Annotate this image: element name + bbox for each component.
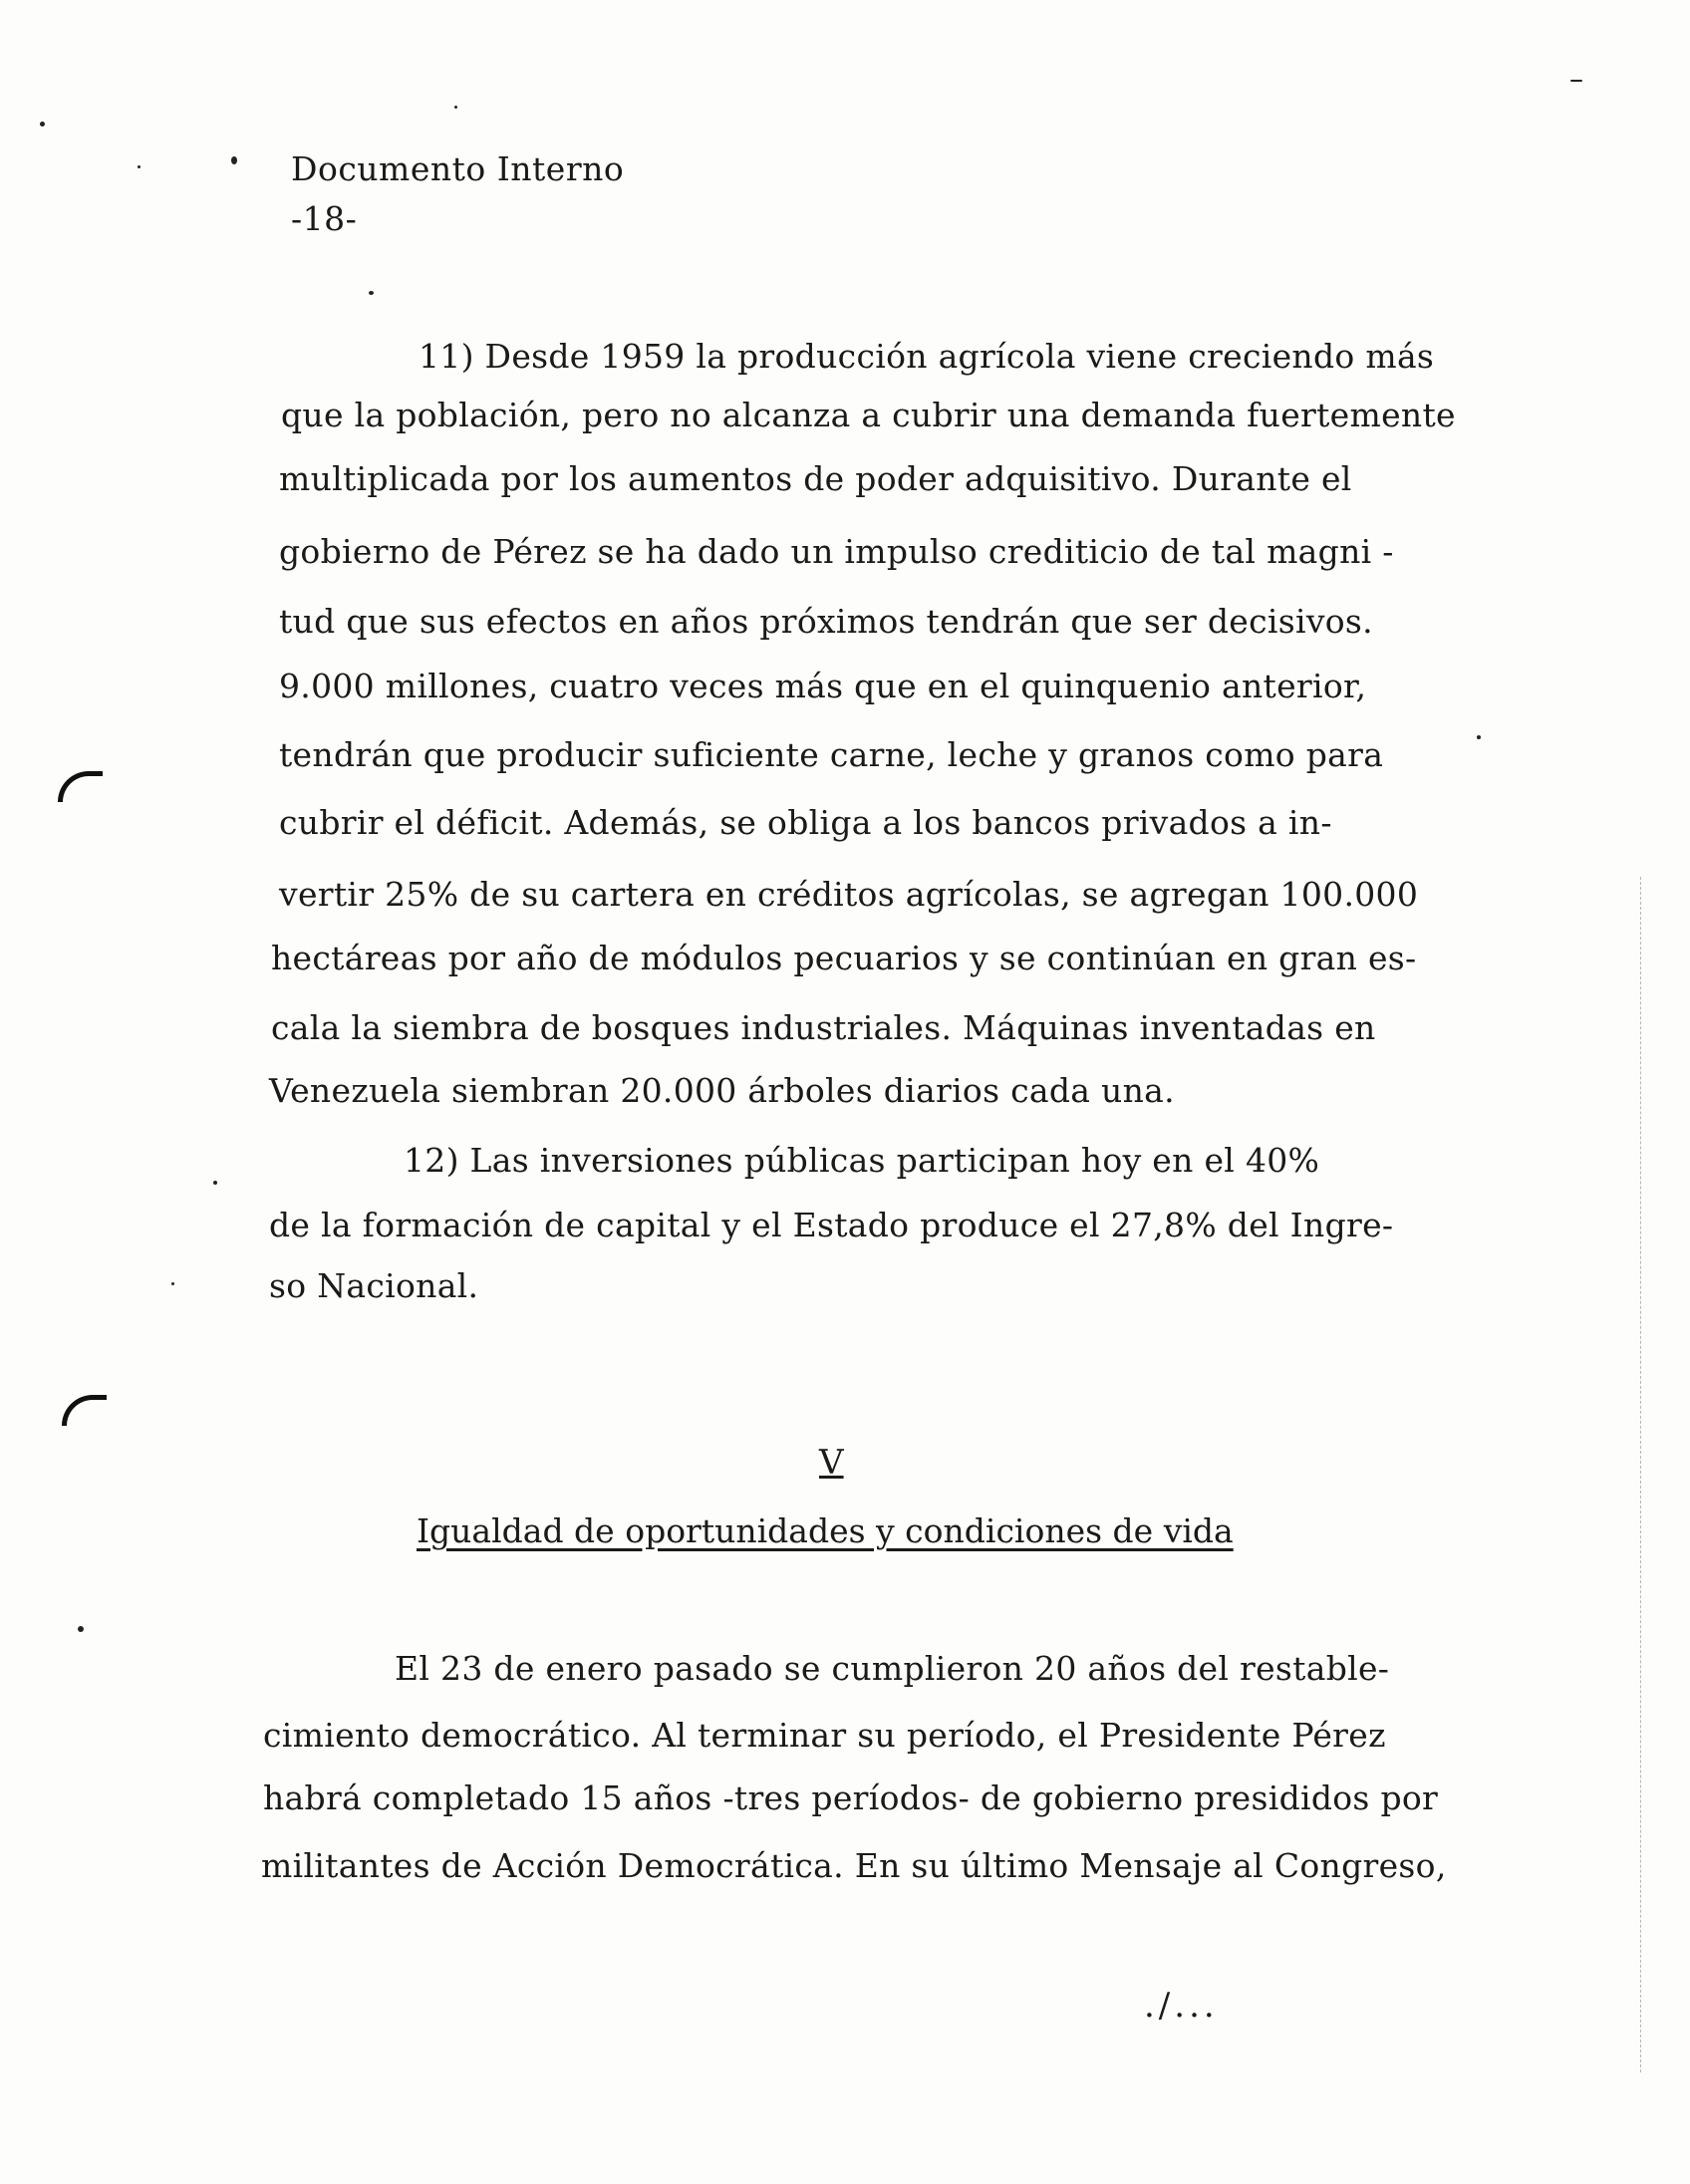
scan-speck [1477, 735, 1481, 739]
paragraph-line: El 23 de enero pasado se cumplieron 20 años del restable- [395, 1649, 1390, 1688]
paragraph-line: cimiento democrático. Al terminar su período, el Presidente Pérez [263, 1716, 1386, 1755]
scan-speck [1570, 80, 1582, 82]
paragraph-line: tendrán que producir suficiente carne, leche y granos como para [279, 735, 1384, 774]
scan-speck [213, 1181, 217, 1185]
paragraph-line: hectáreas por año de módulos pecuarios y se continúan en gran es- [271, 939, 1417, 977]
punch-hole-mark [58, 771, 103, 802]
paragraph-line: so Nacional. [269, 1266, 479, 1305]
paragraph-line: habrá completado 15 años -tres períodos- de gobierno presididos por [263, 1778, 1439, 1817]
paragraph-line: Venezuela siembran 20.000 árboles diarios cada una. [269, 1071, 1175, 1110]
scan-speck [78, 1626, 84, 1632]
document-label: Documento Interno [291, 149, 625, 188]
paragraph-line: multiplicada por los aumentos de poder adquisitivo. Durante el [279, 459, 1352, 498]
scan-edge-line [1640, 877, 1642, 2072]
punch-hole-mark [62, 1395, 107, 1426]
paragraph-line: cala la siembra de bosques industriales. Máquinas inventadas en [271, 1008, 1376, 1047]
scan-speck [138, 165, 141, 168]
paragraph-line: 12) Las inversiones públicas participan hoy en el 40% [404, 1141, 1320, 1180]
section-title: Igualdad de oportunidades y condiciones de vida [417, 1511, 1234, 1550]
scan-speck [231, 156, 237, 164]
scan-speck [40, 122, 45, 127]
page-number: -18- [291, 199, 358, 238]
paragraph-line: 11) Desde 1959 la producción agrícola viene creciendo más [419, 337, 1435, 376]
paragraph-line: gobierno de Pérez se ha dado un impulso crediticio de tal magni - [279, 532, 1394, 571]
scan-speck [369, 291, 374, 295]
paragraph-line: vertir 25% de su cartera en créditos agrícolas, se agregan 100.000 [279, 875, 1419, 914]
section-numeral: V [819, 1443, 844, 1483]
paragraph-line: 9.000 millones, cuatro veces más que en el quinquenio anterior, [279, 667, 1367, 705]
scan-speck [171, 1282, 174, 1285]
paragraph-line: tud que sus efectos en años próximos tendrán que ser decisivos. [279, 602, 1373, 641]
paragraph-line: que la población, pero no alcanza a cubrir una demanda fuertemente [281, 396, 1456, 434]
continuation-mark: ./... [1144, 1986, 1219, 2026]
paragraph-line: de la formación de capital y el Estado produce el 27,8% del Ingre- [269, 1206, 1394, 1244]
scan-speck [454, 106, 457, 109]
paragraph-line: cubrir el déficit. Además, se obliga a los bancos privados a in- [279, 803, 1332, 842]
paragraph-line: militantes de Acción Democrática. En su último Mensaje al Congreso, [261, 1846, 1447, 1885]
